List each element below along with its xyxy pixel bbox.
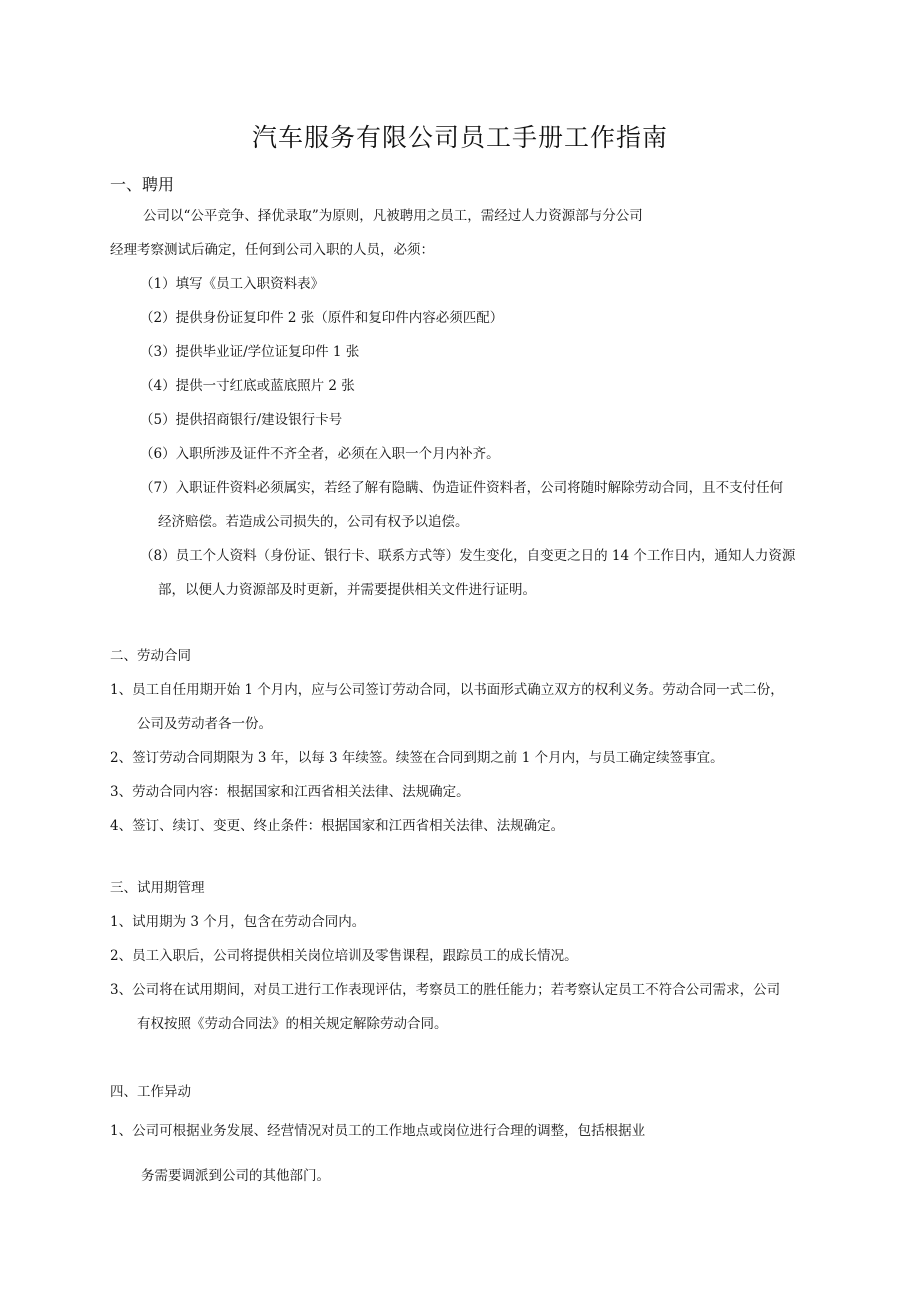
contract-item-1: 1、员工自任用期开始 1 个月内，应与公司签订劳动合同，以书面形式确立双方的权利义务。劳动合同一式二份， xyxy=(110,682,784,698)
hiring-item-2: （2）提供身份证复印件 2 张（原件和复印件内容必须匹配） xyxy=(140,310,504,326)
section-heading-hiring: 一、聘用 xyxy=(110,175,175,194)
transfer-item-1: 1、公司可根据业务发展、经营情况对员工的工作地点或岗位进行合理的调整，包括根据业 xyxy=(110,1123,646,1139)
contract-item-3: 3、劳动合同内容：根据国家和江西省相关法律、法规确定。 xyxy=(110,784,470,800)
hiring-intro-line-2: 经理考察测试后确定，任何到公司入职的人员，必须： xyxy=(110,242,434,258)
hiring-item-5: （5）提供招商银行/建设银行卡号 xyxy=(140,412,343,428)
hiring-item-8-cont: 部，以便人力资源部及时更新，并需要提供相关文件进行证明。 xyxy=(158,582,536,598)
contract-item-1-cont: 公司及劳动者各一份。 xyxy=(137,716,272,732)
document-title: 汽车服务有限公司员工手册工作指南 xyxy=(251,123,668,152)
hiring-intro-line-1: 公司以“公平竞争、择优录取”为原则，凡被聘用之员工，需经过人力资源部与分公司 xyxy=(143,208,643,224)
hiring-item-6: （6）入职所涉及证件不齐全者，必须在入职一个月内补齐。 xyxy=(140,446,500,462)
transfer-item-1-cont: 务需要调派到公司的其他部门。 xyxy=(141,1168,330,1184)
section-heading-probation: 三、试用期管理 xyxy=(110,880,205,896)
probation-item-1: 1、试用期为 3 个月，包含在劳动合同内。 xyxy=(110,914,366,930)
hiring-item-3: （3）提供毕业证/学位证复印件 1 张 xyxy=(140,344,360,360)
hiring-item-7: （7）入职证件资料必须属实，若经了解有隐瞒、伪造证件资料者，公司将随时解除劳动合同，且不支付任何 xyxy=(140,480,784,496)
contract-item-4: 4、签订、续订、变更、终止条件：根据国家和江西省相关法律、法规确定。 xyxy=(110,818,565,834)
probation-item-3-cont: 有权按照《劳动合同法》的相关规定解除劳动合同。 xyxy=(137,1016,448,1032)
hiring-item-4: （4）提供一寸红底或蓝底照片 2 张 xyxy=(140,378,355,394)
contract-item-2: 2、签订劳动合同期限为 3 年，以每 3 年续签。续签在合同到期之前 1 个月内，与员工确定续签事宜。 xyxy=(110,750,724,766)
section-heading-transfer: 四、工作异动 xyxy=(110,1084,191,1100)
hiring-item-7-cont: 经济赔偿。若造成公司损失的，公司有权予以追偿。 xyxy=(158,514,469,530)
probation-item-2: 2、员工入职后，公司将提供相关岗位培训及零售课程，跟踪员工的成长情况。 xyxy=(110,948,578,964)
probation-item-3: 3、公司将在试用期间，对员工进行工作表现评估，考察员工的胜任能力；若考察认定员工不符合公司需求，公司 xyxy=(110,982,781,998)
hiring-item-1: （1）填写《员工入职资料表》 xyxy=(140,276,325,292)
section-heading-contract: 二、劳动合同 xyxy=(110,648,191,664)
hiring-item-8: （8）员工个人资料（身份证、银行卡、联系方式等）发生变化，自变更之日的 14 个工作日内，通知人力资源 xyxy=(140,548,796,564)
